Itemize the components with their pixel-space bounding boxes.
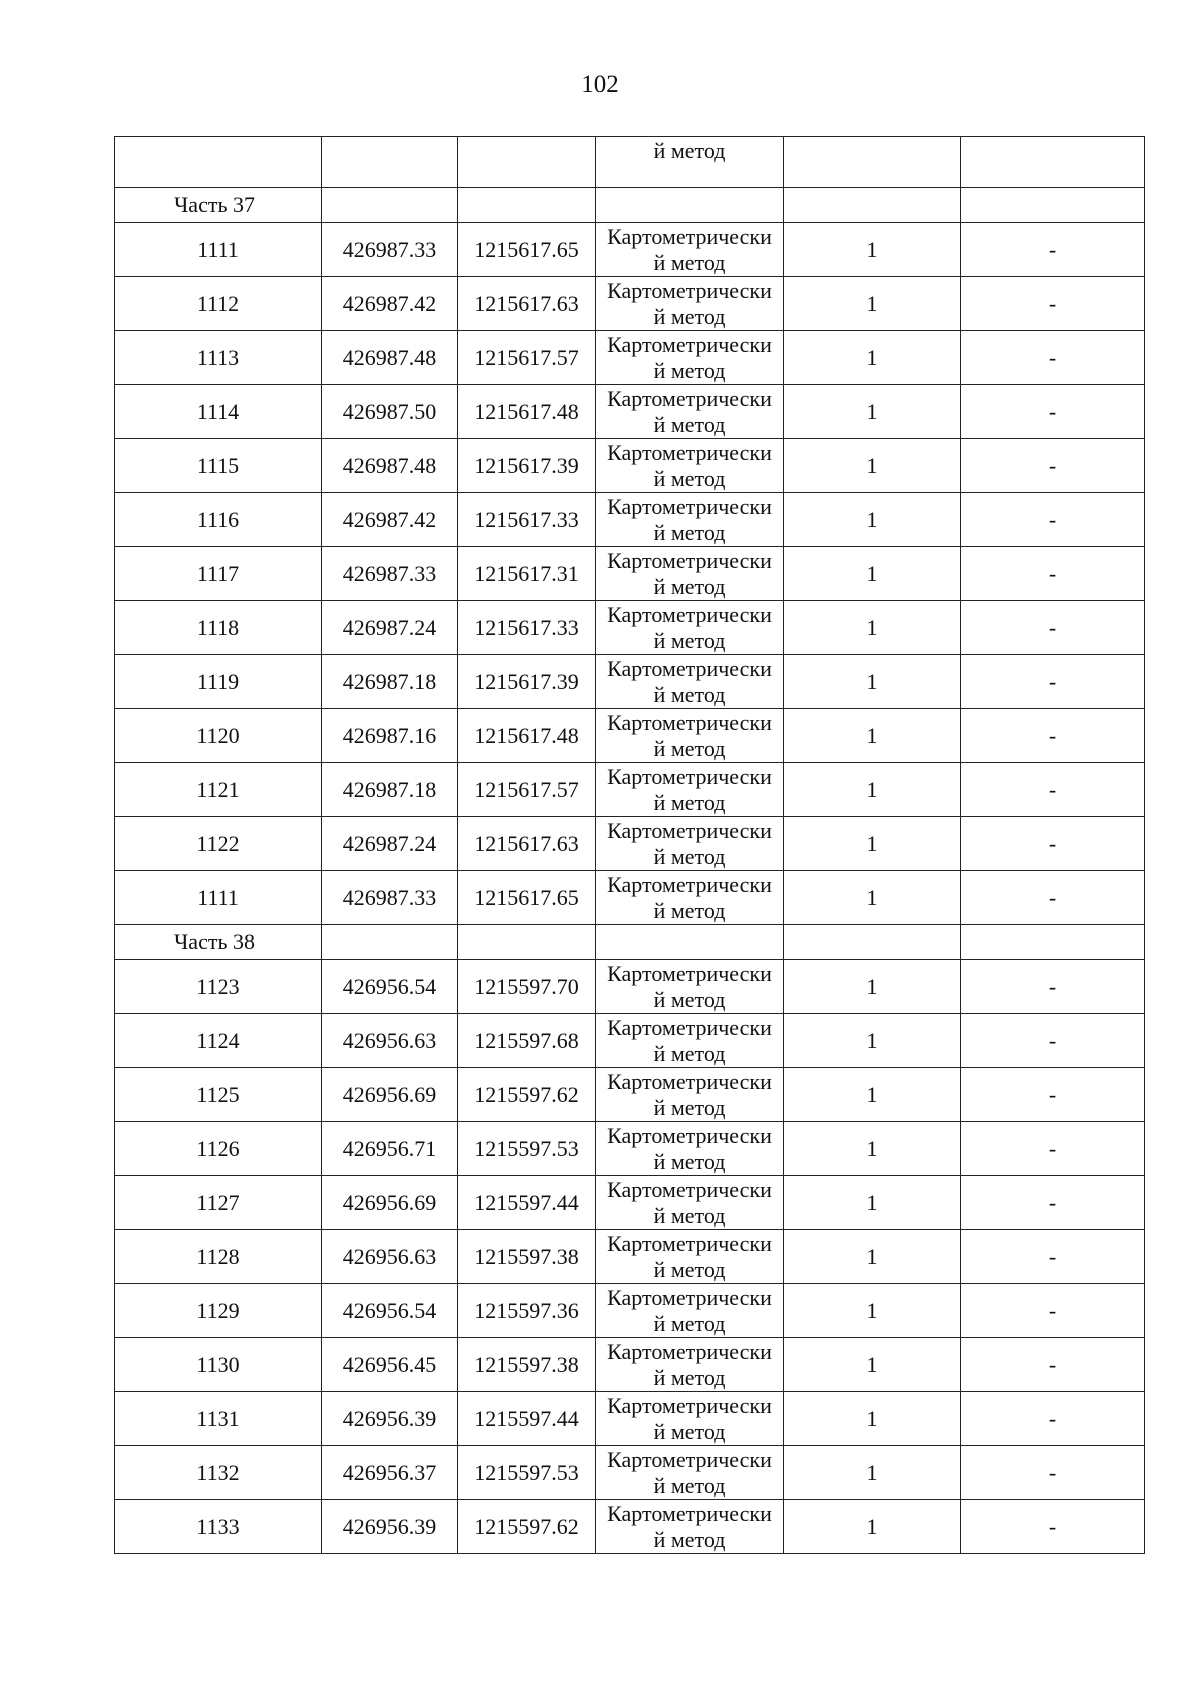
- cell-accuracy: 1: [784, 709, 961, 763]
- method-line-1: Картометрически: [607, 960, 772, 986]
- empty-cell: [596, 188, 784, 223]
- cell-method: [596, 277, 784, 331]
- cell-point: 1112: [115, 277, 322, 331]
- method-line-1: Картометрически: [607, 601, 772, 627]
- part-label: Часть 38: [115, 925, 322, 960]
- cell-point: 1122: [115, 817, 322, 871]
- cell-method: [596, 1014, 784, 1068]
- method-line-1: Картометрически: [607, 1338, 772, 1364]
- cell-note: -: [961, 1014, 1145, 1068]
- table-row: [115, 1068, 1145, 1122]
- method-line-1: Картометрически: [607, 763, 772, 789]
- cell-accuracy: 1: [784, 1230, 961, 1284]
- method-line-1: Картометрически: [607, 1230, 772, 1256]
- cell-note: -: [961, 1392, 1145, 1446]
- table-row: [115, 1122, 1145, 1176]
- cell-note: -: [961, 817, 1145, 871]
- cell-accuracy: 1: [784, 1068, 961, 1122]
- cell-note: [961, 137, 1145, 188]
- cell-y: 1215617.39: [458, 655, 596, 709]
- cell-y: 1215617.65: [458, 871, 596, 925]
- cell-y: 1215597.36: [458, 1284, 596, 1338]
- empty-cell: [784, 925, 961, 960]
- method-line-2: й метод: [653, 1526, 726, 1552]
- method-line-1: Картометрически: [607, 439, 772, 465]
- table-row: [115, 1014, 1145, 1068]
- method-tail: й метод: [653, 138, 726, 163]
- cell-y: 1215597.62: [458, 1500, 596, 1554]
- method-line-2: й метод: [653, 627, 726, 653]
- cell-x: 426956.54: [322, 1284, 458, 1338]
- cell-accuracy: 1: [784, 817, 961, 871]
- method-line-2: й метод: [653, 1310, 726, 1336]
- cell-note: -: [961, 709, 1145, 763]
- cell-method: [596, 1122, 784, 1176]
- cell-point: 1123: [115, 960, 322, 1014]
- method-line-2: й метод: [653, 1256, 726, 1282]
- cell-y: 1215617.63: [458, 817, 596, 871]
- method-line-1: Картометрически: [607, 493, 772, 519]
- empty-cell: [322, 925, 458, 960]
- cell-method: [596, 655, 784, 709]
- method-line-2: й метод: [653, 789, 726, 815]
- method-line-2: й метод: [653, 573, 726, 599]
- cell-method: [596, 493, 784, 547]
- table-row: [115, 223, 1145, 277]
- cell-x: 426956.39: [322, 1392, 458, 1446]
- cell-x: 426987.42: [322, 493, 458, 547]
- cell-x: 426987.24: [322, 601, 458, 655]
- method-line-1: Картометрически: [607, 1284, 772, 1310]
- cell-method: [596, 763, 784, 817]
- method-line-2: й метод: [653, 986, 726, 1012]
- table-row: [115, 1176, 1145, 1230]
- cell-x: 426987.48: [322, 331, 458, 385]
- cell-method: [596, 601, 784, 655]
- cell-note: -: [961, 871, 1145, 925]
- table-row: [115, 439, 1145, 493]
- cell-x: 426956.39: [322, 1500, 458, 1554]
- cell-y: 1215617.63: [458, 277, 596, 331]
- method-line-2: й метод: [653, 411, 726, 437]
- cell-method: [596, 547, 784, 601]
- cell-accuracy: 1: [784, 439, 961, 493]
- cell-accuracy: 1: [784, 1500, 961, 1554]
- cell-point: [115, 137, 322, 188]
- cell-x: 426987.48: [322, 439, 458, 493]
- cell-x: 426987.18: [322, 763, 458, 817]
- cell-y: 1215597.44: [458, 1392, 596, 1446]
- cell-method: [596, 1338, 784, 1392]
- method-line-2: й метод: [653, 249, 726, 275]
- empty-cell: [458, 925, 596, 960]
- table-row: [115, 331, 1145, 385]
- cell-note: -: [961, 385, 1145, 439]
- table-row: [115, 960, 1145, 1014]
- cell-x: 426987.18: [322, 655, 458, 709]
- cell-point: 1119: [115, 655, 322, 709]
- cell-method: [596, 385, 784, 439]
- method-line-1: Картометрически: [607, 223, 772, 249]
- method-line-1: Картометрически: [607, 1446, 772, 1472]
- cell-accuracy: 1: [784, 547, 961, 601]
- cell-accuracy: 1: [784, 601, 961, 655]
- method-line-2: й метод: [653, 1364, 726, 1390]
- cell-point: 1124: [115, 1014, 322, 1068]
- cell-accuracy: 1: [784, 1122, 961, 1176]
- cell-point: 1111: [115, 871, 322, 925]
- cell-point: 1121: [115, 763, 322, 817]
- method-line-1: Картометрически: [607, 1122, 772, 1148]
- cell-x: 426987.33: [322, 223, 458, 277]
- cell-x: 426987.50: [322, 385, 458, 439]
- cell-point: 1129: [115, 1284, 322, 1338]
- coordinates-table: [114, 136, 1145, 1554]
- method-line-1: Картометрически: [607, 871, 772, 897]
- cell-method: [596, 1392, 784, 1446]
- method-line-1: Картометрически: [607, 277, 772, 303]
- table-row: [115, 277, 1145, 331]
- empty-cell: [961, 188, 1145, 223]
- cell-method: [596, 871, 784, 925]
- cell-y: 1215617.48: [458, 385, 596, 439]
- cell-method: [596, 709, 784, 763]
- cell-point: 1111: [115, 223, 322, 277]
- cell-point: 1131: [115, 1392, 322, 1446]
- cell-note: -: [961, 1230, 1145, 1284]
- cell-point: 1115: [115, 439, 322, 493]
- cell-y: 1215617.31: [458, 547, 596, 601]
- method-line-2: й метод: [653, 681, 726, 707]
- cell-x: 426956.54: [322, 960, 458, 1014]
- method-line-2: й метод: [653, 1148, 726, 1174]
- cell-x: 426956.71: [322, 1122, 458, 1176]
- table-row: [115, 1392, 1145, 1446]
- cell-y: 1215617.33: [458, 493, 596, 547]
- cell-method: [596, 331, 784, 385]
- cell-x: [322, 137, 458, 188]
- method-line-1: Картометрически: [607, 817, 772, 843]
- cell-point: 1125: [115, 1068, 322, 1122]
- cell-method: [596, 1284, 784, 1338]
- cell-accuracy: 1: [784, 1014, 961, 1068]
- method-line-1: Картометрически: [607, 547, 772, 573]
- method-line-2: й метод: [653, 519, 726, 545]
- cell-method: [596, 1446, 784, 1500]
- method-line-1: Картометрически: [607, 655, 772, 681]
- cell-y: [458, 137, 596, 188]
- cell-accuracy: 1: [784, 1284, 961, 1338]
- cell-x: 426956.69: [322, 1068, 458, 1122]
- cell-y: 1215597.62: [458, 1068, 596, 1122]
- table-row: [115, 763, 1145, 817]
- method-line-1: Картометрически: [607, 1500, 772, 1526]
- part-label: Часть 37: [115, 188, 322, 223]
- cell-accuracy: 1: [784, 331, 961, 385]
- cell-x: 426956.69: [322, 1176, 458, 1230]
- method-line-1: Картометрически: [607, 1392, 772, 1418]
- cell-accuracy: 1: [784, 960, 961, 1014]
- empty-cell: [596, 925, 784, 960]
- cell-accuracy: 1: [784, 1176, 961, 1230]
- cell-method: [596, 1500, 784, 1554]
- cell-point: 1117: [115, 547, 322, 601]
- method-line-1: Картометрически: [607, 1176, 772, 1202]
- cell-y: 1215597.53: [458, 1122, 596, 1176]
- cell-y: 1215597.68: [458, 1014, 596, 1068]
- cell-point: 1132: [115, 1446, 322, 1500]
- method-line-2: й метод: [653, 303, 726, 329]
- method-line-2: й метод: [653, 1472, 726, 1498]
- table-row: [115, 493, 1145, 547]
- cell-y: 1215597.38: [458, 1338, 596, 1392]
- cell-note: -: [961, 277, 1145, 331]
- method-line-1: Картометрически: [607, 1014, 772, 1040]
- method-line-2: й метод: [653, 357, 726, 383]
- cell-method: [596, 439, 784, 493]
- cell-point: 1114: [115, 385, 322, 439]
- cell-note: -: [961, 493, 1145, 547]
- cell-note: -: [961, 1176, 1145, 1230]
- cell-y: 1215597.38: [458, 1230, 596, 1284]
- table-row: [115, 817, 1145, 871]
- cell-point: 1127: [115, 1176, 322, 1230]
- cell-method: [596, 1230, 784, 1284]
- empty-cell: [458, 188, 596, 223]
- empty-cell: [784, 188, 961, 223]
- cell-accuracy: 1: [784, 493, 961, 547]
- empty-cell: [961, 925, 1145, 960]
- cell-x: 426987.24: [322, 817, 458, 871]
- cell-x: 426987.33: [322, 871, 458, 925]
- cell-x: 426956.63: [322, 1014, 458, 1068]
- cell-note: -: [961, 1122, 1145, 1176]
- cell-point: 1133: [115, 1500, 322, 1554]
- cell-y: 1215617.65: [458, 223, 596, 277]
- cell-note: -: [961, 601, 1145, 655]
- cell-point: 1120: [115, 709, 322, 763]
- cell-note: -: [961, 1338, 1145, 1392]
- cell-y: 1215597.44: [458, 1176, 596, 1230]
- method-line-2: й метод: [653, 843, 726, 869]
- table-row: [115, 1446, 1145, 1500]
- cell-point: 1118: [115, 601, 322, 655]
- method-line-1: Картометрически: [607, 709, 772, 735]
- cell-point: 1116: [115, 493, 322, 547]
- cell-accuracy: 1: [784, 763, 961, 817]
- cell-accuracy: 1: [784, 1446, 961, 1500]
- method-line-1: Картометрически: [607, 1068, 772, 1094]
- continued-row: [115, 137, 1145, 188]
- cell-note: -: [961, 655, 1145, 709]
- cell-y: 1215617.57: [458, 331, 596, 385]
- cell-method: [596, 137, 784, 188]
- cell-x: 426987.16: [322, 709, 458, 763]
- cell-accuracy: 1: [784, 1338, 961, 1392]
- table-row: [115, 1230, 1145, 1284]
- cell-x: 426987.42: [322, 277, 458, 331]
- cell-note: -: [961, 1500, 1145, 1554]
- cell-y: 1215597.70: [458, 960, 596, 1014]
- cell-note: -: [961, 1446, 1145, 1500]
- method-line-2: й метод: [653, 465, 726, 491]
- cell-method: [596, 1068, 784, 1122]
- method-line-1: Картометрически: [607, 331, 772, 357]
- table-row: [115, 547, 1145, 601]
- method-line-1: Картометрически: [607, 385, 772, 411]
- part-header-row: [115, 925, 1145, 960]
- cell-x: 426956.63: [322, 1230, 458, 1284]
- cell-note: -: [961, 1284, 1145, 1338]
- table-row: [115, 1284, 1145, 1338]
- method-line-2: й метод: [653, 1418, 726, 1444]
- cell-accuracy: 1: [784, 277, 961, 331]
- table-row: [115, 1500, 1145, 1554]
- cell-method: [596, 960, 784, 1014]
- cell-method: [596, 817, 784, 871]
- cell-point: 1128: [115, 1230, 322, 1284]
- cell-note: -: [961, 439, 1145, 493]
- cell-accuracy: 1: [784, 1392, 961, 1446]
- cell-accuracy: [784, 137, 961, 188]
- cell-y: 1215597.53: [458, 1446, 596, 1500]
- coordinates-table-body: [115, 137, 1145, 1554]
- cell-note: -: [961, 1068, 1145, 1122]
- cell-x: 426987.33: [322, 547, 458, 601]
- cell-y: 1215617.57: [458, 763, 596, 817]
- cell-point: 1130: [115, 1338, 322, 1392]
- table-row: [115, 655, 1145, 709]
- cell-y: 1215617.48: [458, 709, 596, 763]
- cell-note: -: [961, 960, 1145, 1014]
- cell-point: 1126: [115, 1122, 322, 1176]
- cell-method: [596, 223, 784, 277]
- method-line-2: й метод: [653, 1040, 726, 1066]
- cell-y: 1215617.39: [458, 439, 596, 493]
- cell-method: [596, 1176, 784, 1230]
- table-row: [115, 601, 1145, 655]
- table-row: [115, 1338, 1145, 1392]
- cell-note: -: [961, 763, 1145, 817]
- cell-note: -: [961, 223, 1145, 277]
- table-row: [115, 709, 1145, 763]
- cell-accuracy: 1: [784, 223, 961, 277]
- method-line-2: й метод: [653, 735, 726, 761]
- cell-x: 426956.37: [322, 1446, 458, 1500]
- page-number: 102: [581, 71, 619, 98]
- cell-accuracy: 1: [784, 655, 961, 709]
- cell-point: 1113: [115, 331, 322, 385]
- cell-accuracy: 1: [784, 871, 961, 925]
- method-line-2: й метод: [653, 1094, 726, 1120]
- cell-note: -: [961, 547, 1145, 601]
- method-line-2: й метод: [653, 897, 726, 923]
- cell-note: -: [961, 331, 1145, 385]
- cell-x: 426956.45: [322, 1338, 458, 1392]
- cell-y: 1215617.33: [458, 601, 596, 655]
- table-row: [115, 871, 1145, 925]
- cell-accuracy: 1: [784, 385, 961, 439]
- empty-cell: [322, 188, 458, 223]
- method-line-2: й метод: [653, 1202, 726, 1228]
- part-header-row: [115, 188, 1145, 223]
- table-row: [115, 385, 1145, 439]
